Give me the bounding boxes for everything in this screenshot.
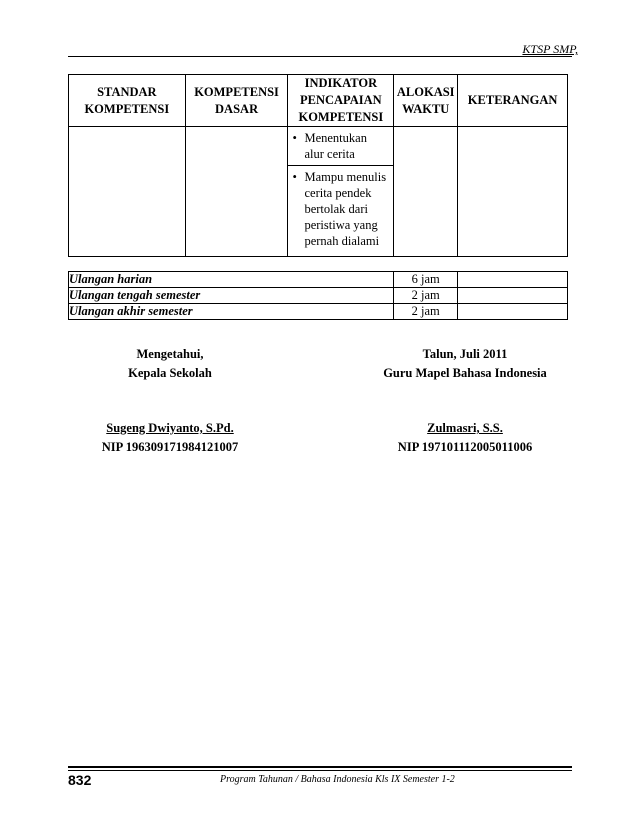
page-number: 832 — [68, 772, 92, 788]
signer-name: Zulmasri, S.S. — [427, 421, 503, 435]
signer-name: Sugeng Dwiyanto, S.Pd. — [106, 421, 234, 435]
summary-hours: 2 jam — [394, 288, 458, 304]
signature-left-heading: Mengetahui, Kepala Sekolah — [128, 347, 212, 380]
summary-row — [69, 272, 568, 288]
header-label: KTSP SMP, — [522, 42, 578, 56]
cell-indikator — [288, 127, 394, 257]
cell-alokasi — [394, 127, 458, 257]
footer-divider — [68, 770, 572, 771]
header-keterangan: KETERANGAN — [458, 75, 568, 127]
program-table — [68, 74, 568, 320]
cell-standar — [69, 127, 186, 257]
signer-nip: NIP 197101112005011006 — [397, 440, 533, 454]
cell-kompetensi-dasar — [185, 127, 288, 257]
header-divider — [68, 56, 572, 57]
cell-keterangan — [458, 127, 568, 257]
header-alokasi-waktu: ALOKASI WAKTU — [394, 75, 458, 127]
table-row — [69, 127, 568, 257]
table-header-row — [69, 75, 568, 127]
footer-divider — [68, 766, 572, 768]
header-indikator: INDIKATOR PENCAPAIAN KOMPETENSI — [288, 75, 394, 127]
summary-label: Ulangan tengah semester — [69, 288, 394, 304]
indicator-item: • Menentukan alur cerita — [292, 131, 367, 161]
summary-row — [69, 288, 568, 304]
header-standar-kompetensi: STANDAR KOMPETENSI — [69, 75, 186, 127]
signer-nip: NIP 196309171984121007 — [101, 440, 239, 454]
summary-label: Ulangan akhir semester — [69, 304, 394, 320]
signature-right-name — [370, 419, 560, 457]
indicator-item: • Mampu menulis cerita pendek bertolak dari peristiwa yang pernah dialami — [288, 165, 393, 252]
summary-hours: 6 jam — [394, 272, 458, 288]
summary-label: Ulangan harian — [69, 272, 394, 288]
summary-hours: 2 jam — [394, 304, 458, 320]
bullet-icon: • — [292, 131, 297, 145]
header-kompetensi-dasar: KOMPETENSI DASAR — [185, 75, 288, 127]
signature-left-name — [80, 419, 260, 457]
table-spacer-row — [69, 257, 568, 272]
footer-text: Program Tahunan / Bahasa Indonesia Kls IX Semester 1-2 — [220, 774, 455, 785]
signature-right-heading: Talun, Juli 2011 Guru Mapel Bahasa Indonesia — [383, 347, 547, 380]
bullet-icon: • — [292, 170, 297, 184]
summary-row — [69, 304, 568, 320]
